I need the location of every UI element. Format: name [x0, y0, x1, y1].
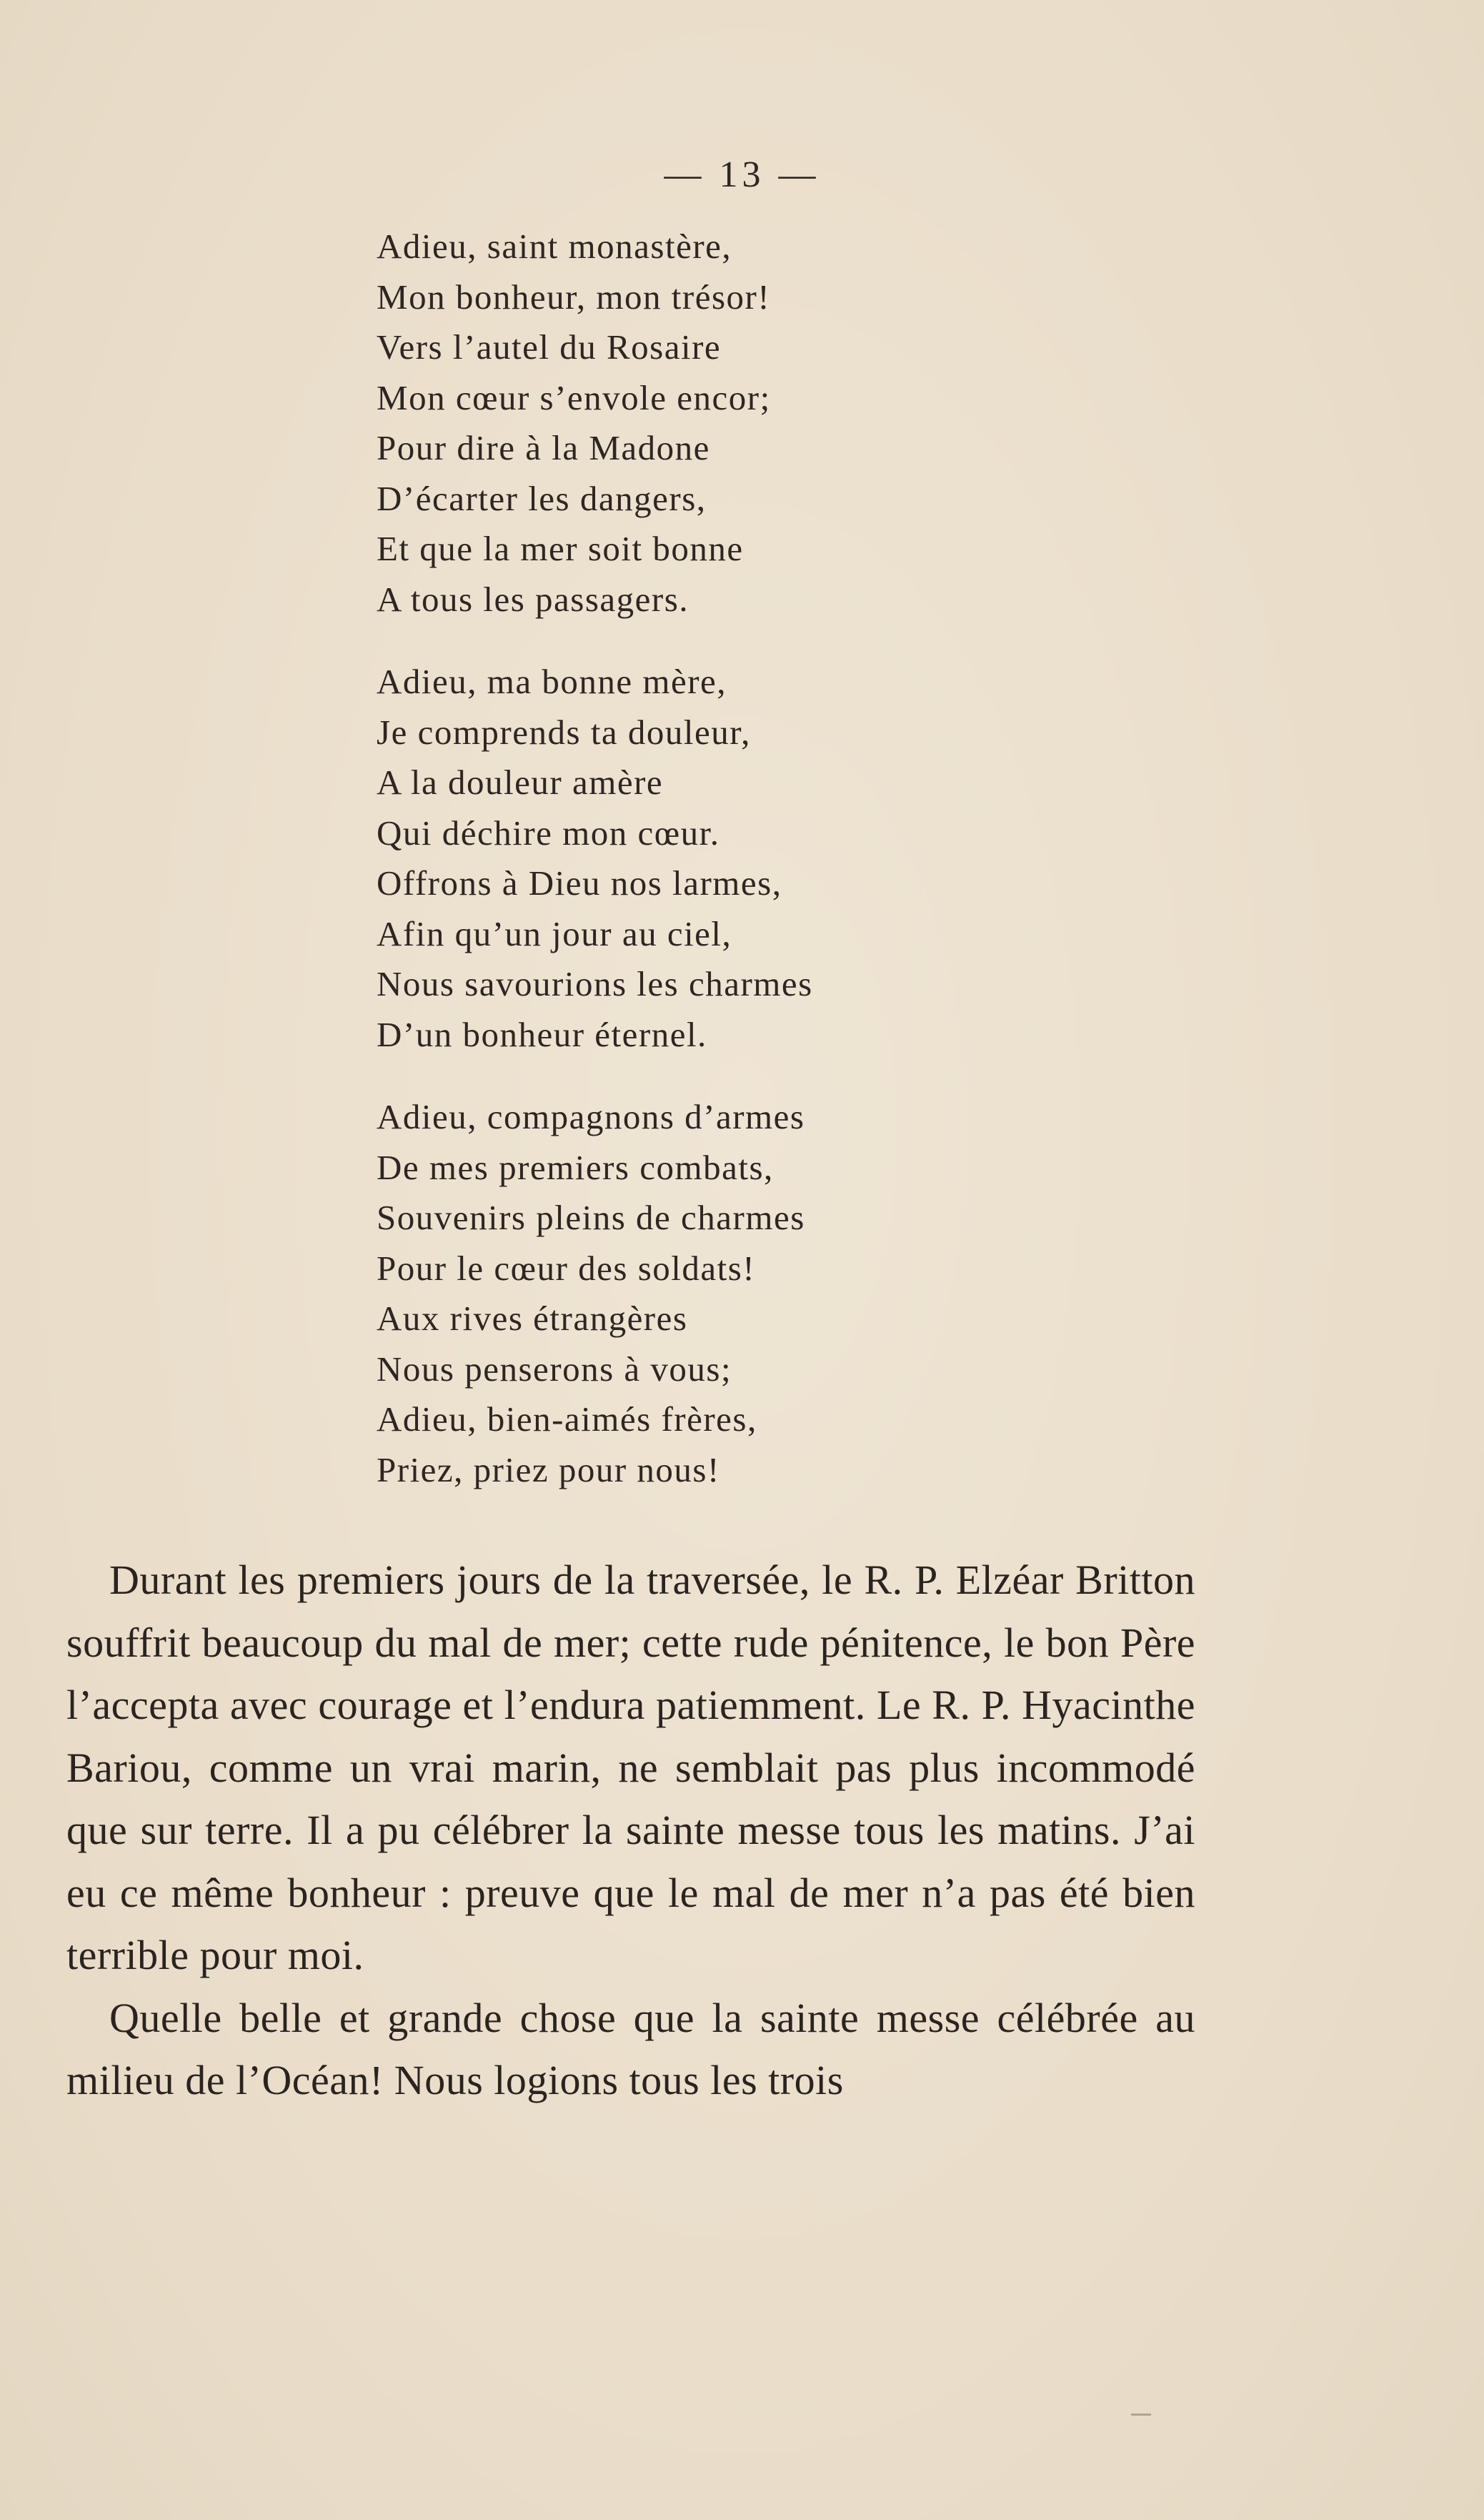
- verse-line: Souvenirs pleins de charmes: [377, 1198, 805, 1237]
- verse-line: De mes premiers combats,: [377, 1147, 774, 1187]
- paragraph: Quelle belle et grande chose que la sainte messe célébrée au milieu de l’Océan! Nous logions tous les trois: [66, 1994, 1195, 2103]
- page-number: — 13 —: [664, 154, 820, 195]
- verse-line: Afin qu’un jour au ciel,: [377, 913, 732, 953]
- verse-line: Nous savourions les charmes: [377, 964, 813, 1003]
- verse-line: Je comprends ta douleur,: [377, 712, 751, 752]
- verse-line: Mon cœur s’envole encor;: [377, 377, 771, 417]
- stanza-3: [377, 1092, 1234, 1495]
- paragraph: Durant les premiers jours de la traversée, le R. P. Elzéar Britton souffrit beaucoup du mal de mer; cette rude pénitence, le bon Père l’accepta avec courage et l’endura patiemment. Le R. P. Hyacinthe Bariou, comme un vrai marin, ne semblait pas plus incommodé que sur terre. Il a pu célébrer la sainte messe tous les matins. J’ai eu ce même bonheur : preuve que le mal de mer n’a pas été bien terrible pour moi.: [66, 1557, 1195, 1978]
- paper-mark: [1131, 2414, 1151, 2416]
- verse-line: A la douleur amère: [377, 763, 664, 802]
- verse-line: D’écarter les dangers,: [377, 478, 707, 518]
- stanza-1: [377, 222, 1234, 625]
- verse-line: Vers l’autel du Rosaire: [377, 327, 722, 367]
- prose-body: [66, 1549, 1195, 2112]
- verse-line: Adieu, compagnons d’armes: [377, 1097, 805, 1136]
- verse-line: Pour le cœur des soldats!: [377, 1248, 756, 1288]
- verse-line: Aux rives étrangères: [377, 1299, 688, 1338]
- verse-line: A tous les passagers.: [377, 579, 689, 619]
- verse-line: Priez, priez pour nous!: [377, 1449, 720, 1489]
- verse-line: Adieu, saint monastère,: [377, 227, 732, 266]
- verse-line: Adieu, ma bonne mère,: [377, 662, 727, 701]
- verse-line: Offrons à Dieu nos larmes,: [377, 863, 782, 903]
- verse-line: Pour dire à la Madone: [377, 428, 710, 467]
- verse-line: Mon bonheur, mon trésor!: [377, 277, 771, 317]
- verse-line: Adieu, bien-aimés frères,: [377, 1399, 757, 1439]
- verse-line: Nous penserons à vous;: [377, 1349, 732, 1389]
- poem: [377, 222, 1234, 1527]
- verse-line: Qui déchire mon cœur.: [377, 813, 720, 853]
- verse-line: Et que la mer soit bonne: [377, 529, 744, 568]
- stanza-2: [377, 657, 1234, 1060]
- verse-line: D’un bonheur éternel.: [377, 1014, 707, 1054]
